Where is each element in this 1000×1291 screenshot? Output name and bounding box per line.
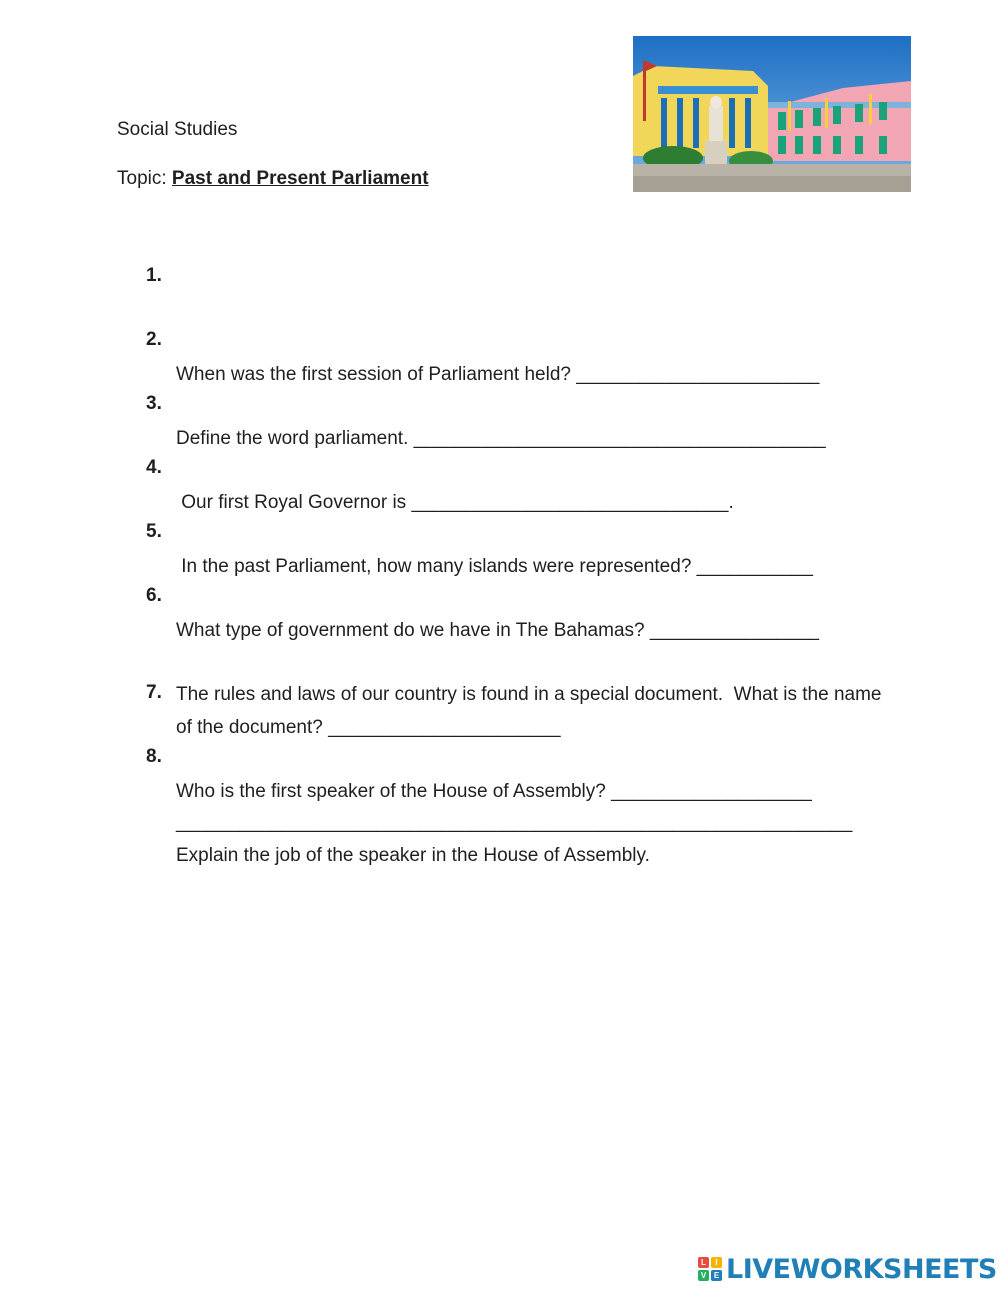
logo-block: I	[711, 1257, 722, 1268]
question-text: Explain the job of the speaker in the House of Assembly.	[176, 845, 650, 866]
question-text: What type of government do we have in The Bahamas? ________________	[176, 620, 819, 641]
topic-title: Past and Present Parliament	[171, 168, 429, 189]
answer-line[interactable]: ________________________________________________________________	[176, 812, 853, 833]
question-text: In the past Parliament, how many islands were represented? ___________	[176, 556, 813, 577]
logo-icon	[698, 1257, 722, 1281]
question-number: 4.	[146, 457, 162, 478]
question-number: 3.	[146, 393, 162, 414]
topic-label: Topic:	[117, 168, 172, 189]
logo-block: L	[698, 1257, 709, 1268]
question-text: Define the word parliament. _______________________________________	[176, 428, 826, 449]
question-number: 5.	[146, 521, 162, 542]
question-number: 2.	[146, 329, 162, 350]
question-number: 7.	[146, 682, 162, 703]
question-text: Who is the first speaker of the House of Assembly? ___________________	[176, 781, 812, 802]
logo-text: LIVEWORKSHEETS	[726, 1253, 997, 1285]
logo-block: E	[711, 1270, 722, 1281]
logo-block: V	[698, 1270, 709, 1281]
question-number: 8.	[146, 746, 162, 767]
question-text: The rules and laws of our country is found in a special document. What is the name of the document? ______________________	[176, 684, 887, 738]
question-number: 6.	[146, 585, 162, 606]
question-text: Our first Royal Governor is ______________________________.	[176, 492, 734, 513]
question-8	[146, 740, 886, 938]
question-number: 1.	[146, 265, 162, 286]
subject-title: Social Studies	[117, 119, 238, 140]
question-text: When was the first session of Parliament held? _______________________	[176, 364, 820, 385]
liveworksheets-logo	[698, 1253, 997, 1285]
